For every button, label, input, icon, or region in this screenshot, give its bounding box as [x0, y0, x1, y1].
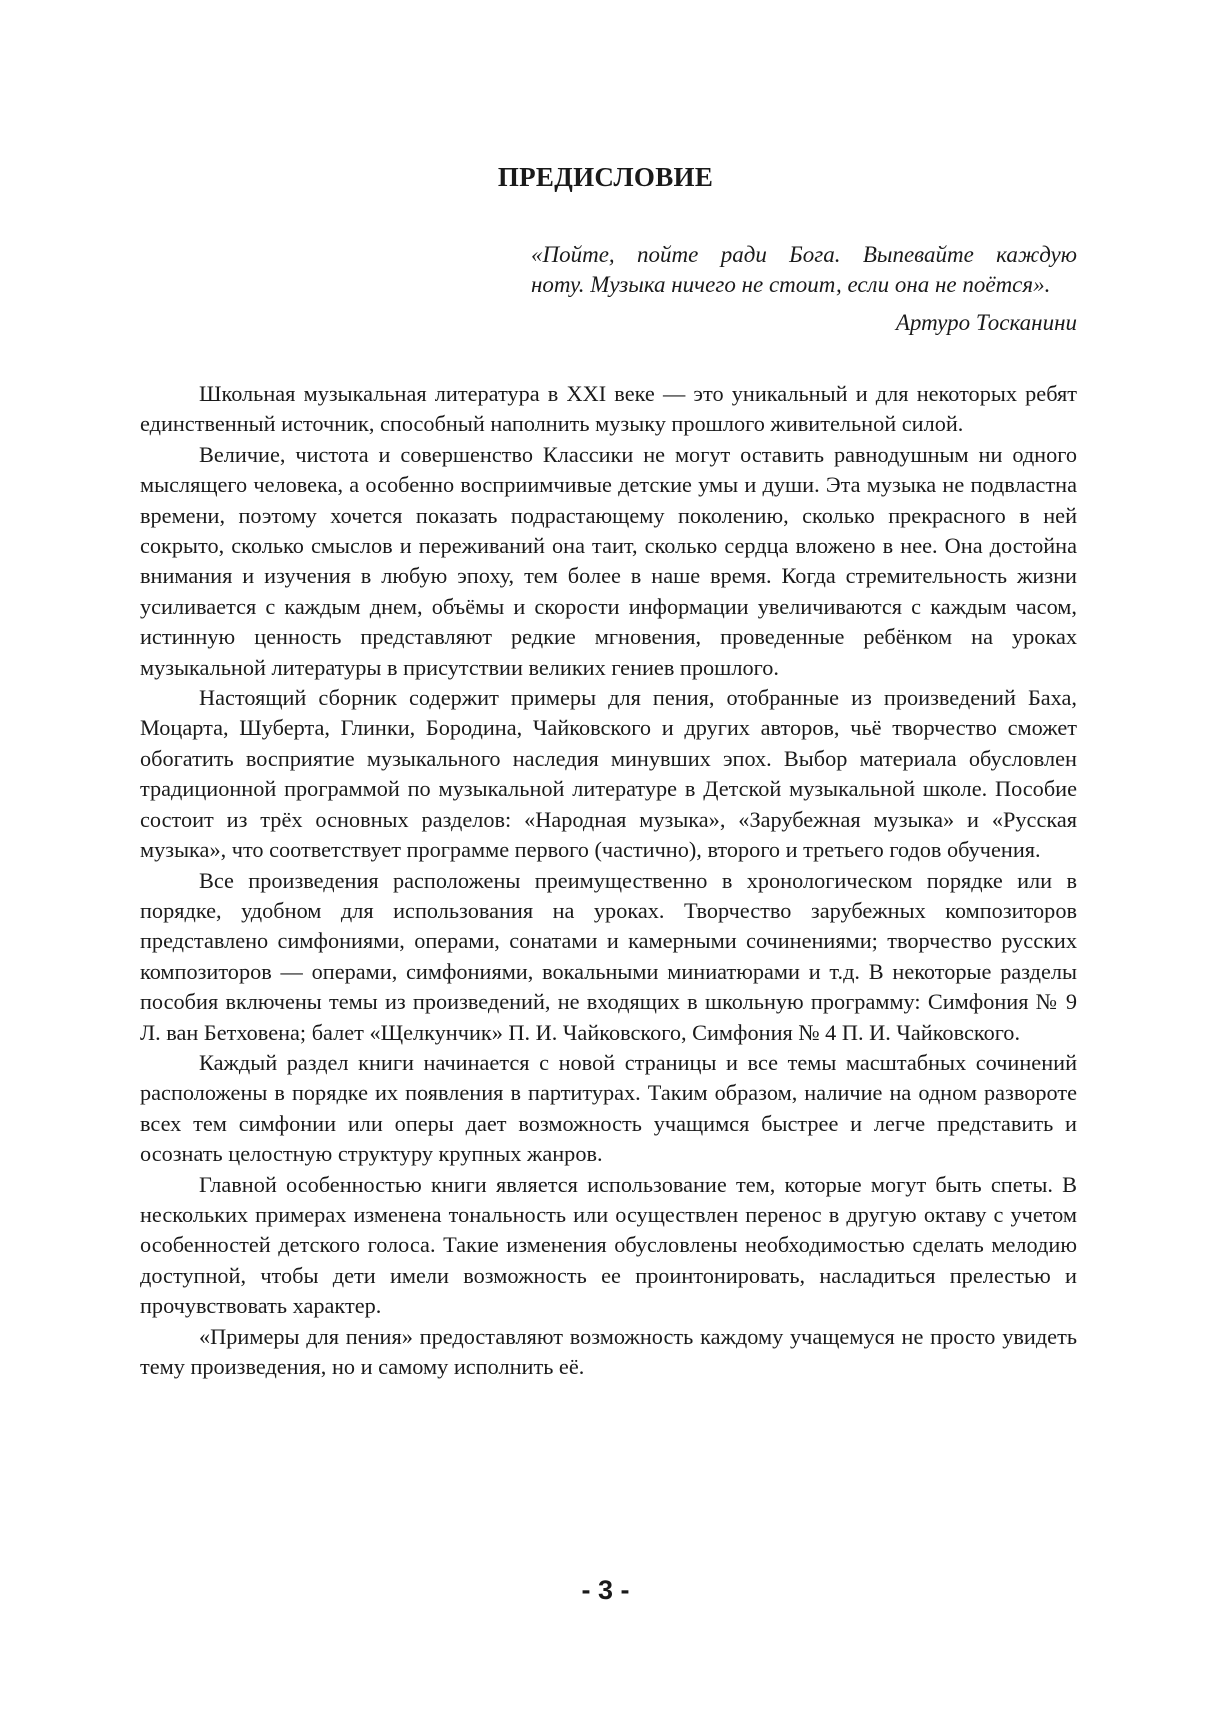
body-text [140, 379, 1077, 1382]
paragraph: Школьная музыкальная литература в XXI веке — это уникальный и для некоторых ребят единственный источник, способный наполнить музыку прошлого живительной силой. [140, 381, 1077, 437]
epigraph [531, 240, 1077, 338]
paragraph: Величие, чистота и совершенство Классики не могут оставить равнодушным ни одного мыслящего человека, а особенно восприимчивые детские умы и души. Эта музыка не подвластна времени, поэтому хочется показать подрастающему поколению, сколько прекрасного в ней сокрыто, сколько смыслов и переживаний она таит, сколько сердца вложено в нее. Она достойна внимания и изучения в любую эпоху, тем более в наше время. Когда стремительность жизни усиливается с каждым днем, объёмы и скорости информации увеличиваются с каждым часом, истинную ценность представляют редкие мгновения, проведенные ребёнком на уроках музыкальной литературы в присутствии великих гениев прошлого. [140, 441, 1077, 680]
paragraph: Главной особенностью книги является использование тем, которые могут быть спеты. В нескольких примерах изменена тональность или осуществлен перенос в другую октаву с учетом особенностей детского голоса. Такие изменения обусловлены необходимостью сделать мелодию доступной, чтобы дети имели возможность ее проинтонировать, насладиться прелестью и прочувствовать характер. [140, 1171, 1077, 1319]
epigraph-quote-line-1: «Пойте, пойте ради Бога. Выпевайте каждую [531, 242, 1077, 267]
page-title: ПРЕДИСЛОВИЕ [497, 162, 714, 192]
epigraph-quote-line-2: ноту. Музыка ничего не стоит, если она не поётся». [531, 272, 1051, 297]
paragraph: «Примеры для пения» предоставляют возможность каждому учащемуся не просто увидеть тему произведения, но и самому исполнить её. [140, 1323, 1077, 1379]
page-number: - 3 - [581, 1575, 630, 1605]
paragraph: Все произведения расположены преимущественно в хронологическом порядке или в порядке, удобном для использования на уроках. Творчество зарубежных композиторов представлено симфониями, операми, сонатами и камерными сочинениями; творчество русских композиторов — операми, симфониями, вокальными миниатюрами и т.д. В некоторые разделы пособия включены темы из произведений, не входящих в школьную программу: Симфония № 9 Л. ван Бетховена; балет «Щелкунчик» П. И. Чайковского, Симфония № 4 П. И. Чайковского. [140, 867, 1077, 1045]
epigraph-quote [531, 240, 1077, 300]
paragraph: Настоящий сборник содержит примеры для пения, отобранные из произведений Баха, Моцарта, Шуберта, Глинки, Бородина, Чайковского и других авторов, чьё творчество сможет обогатить восприятие музыкального наследия минувших эпох. Выбор материала обусловлен традиционной программой по музыкальной литературе в Детской музыкальной школе. Пособие состоит из трёх основных разделов: «Народная музыка», «Зарубежная музыка» и «Русская музыка», что соответствует программе первого (частично), второго и третьего годов обучения. [140, 685, 1077, 863]
paragraph: Каждый раздел книги начинается с новой страницы и все темы масштабных сочинений расположены в порядке их появления в партитурах. Таким образом, наличие на одном развороте всех тем симфонии или оперы дает возможность учащимся быстрее и легче представить и осознать целостную структуру крупных жанров. [140, 1049, 1077, 1167]
epigraph-author: Артуро Тосканини [895, 310, 1077, 335]
